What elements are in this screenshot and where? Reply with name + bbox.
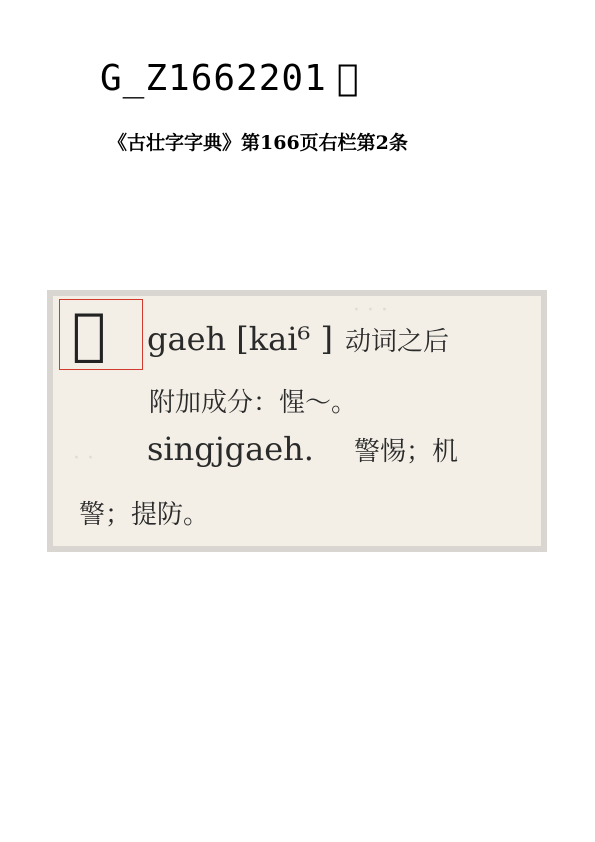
source-reference: 《古壮字字典》第166页右栏第2条 [108, 132, 408, 154]
dictionary-scan [47, 290, 547, 552]
entry-line-3 [147, 430, 458, 468]
definition-part-1: 动词之后 [344, 327, 449, 357]
entry-line-1 [147, 320, 449, 358]
entry-code: G_Z1662201 [100, 58, 327, 99]
bleed-through-text: · · [73, 446, 94, 471]
scan-paper [53, 296, 541, 546]
example-word: singjgaeh. [147, 430, 314, 468]
bleed-through-text: · · · [353, 298, 388, 323]
headword-char: 𭪄 [72, 301, 106, 367]
entry-line-4: 警；提防。 [79, 500, 210, 530]
entry-line-2: 附加成分：惺～。 [149, 388, 358, 418]
headword-highlight-box [59, 299, 143, 370]
entry-glyph: 𭪄 [336, 58, 360, 99]
page-title [100, 58, 359, 99]
pronunciation: gaeh [kai⁶ ] [147, 320, 333, 358]
definition-part-2: 警惕；机 [353, 437, 458, 467]
